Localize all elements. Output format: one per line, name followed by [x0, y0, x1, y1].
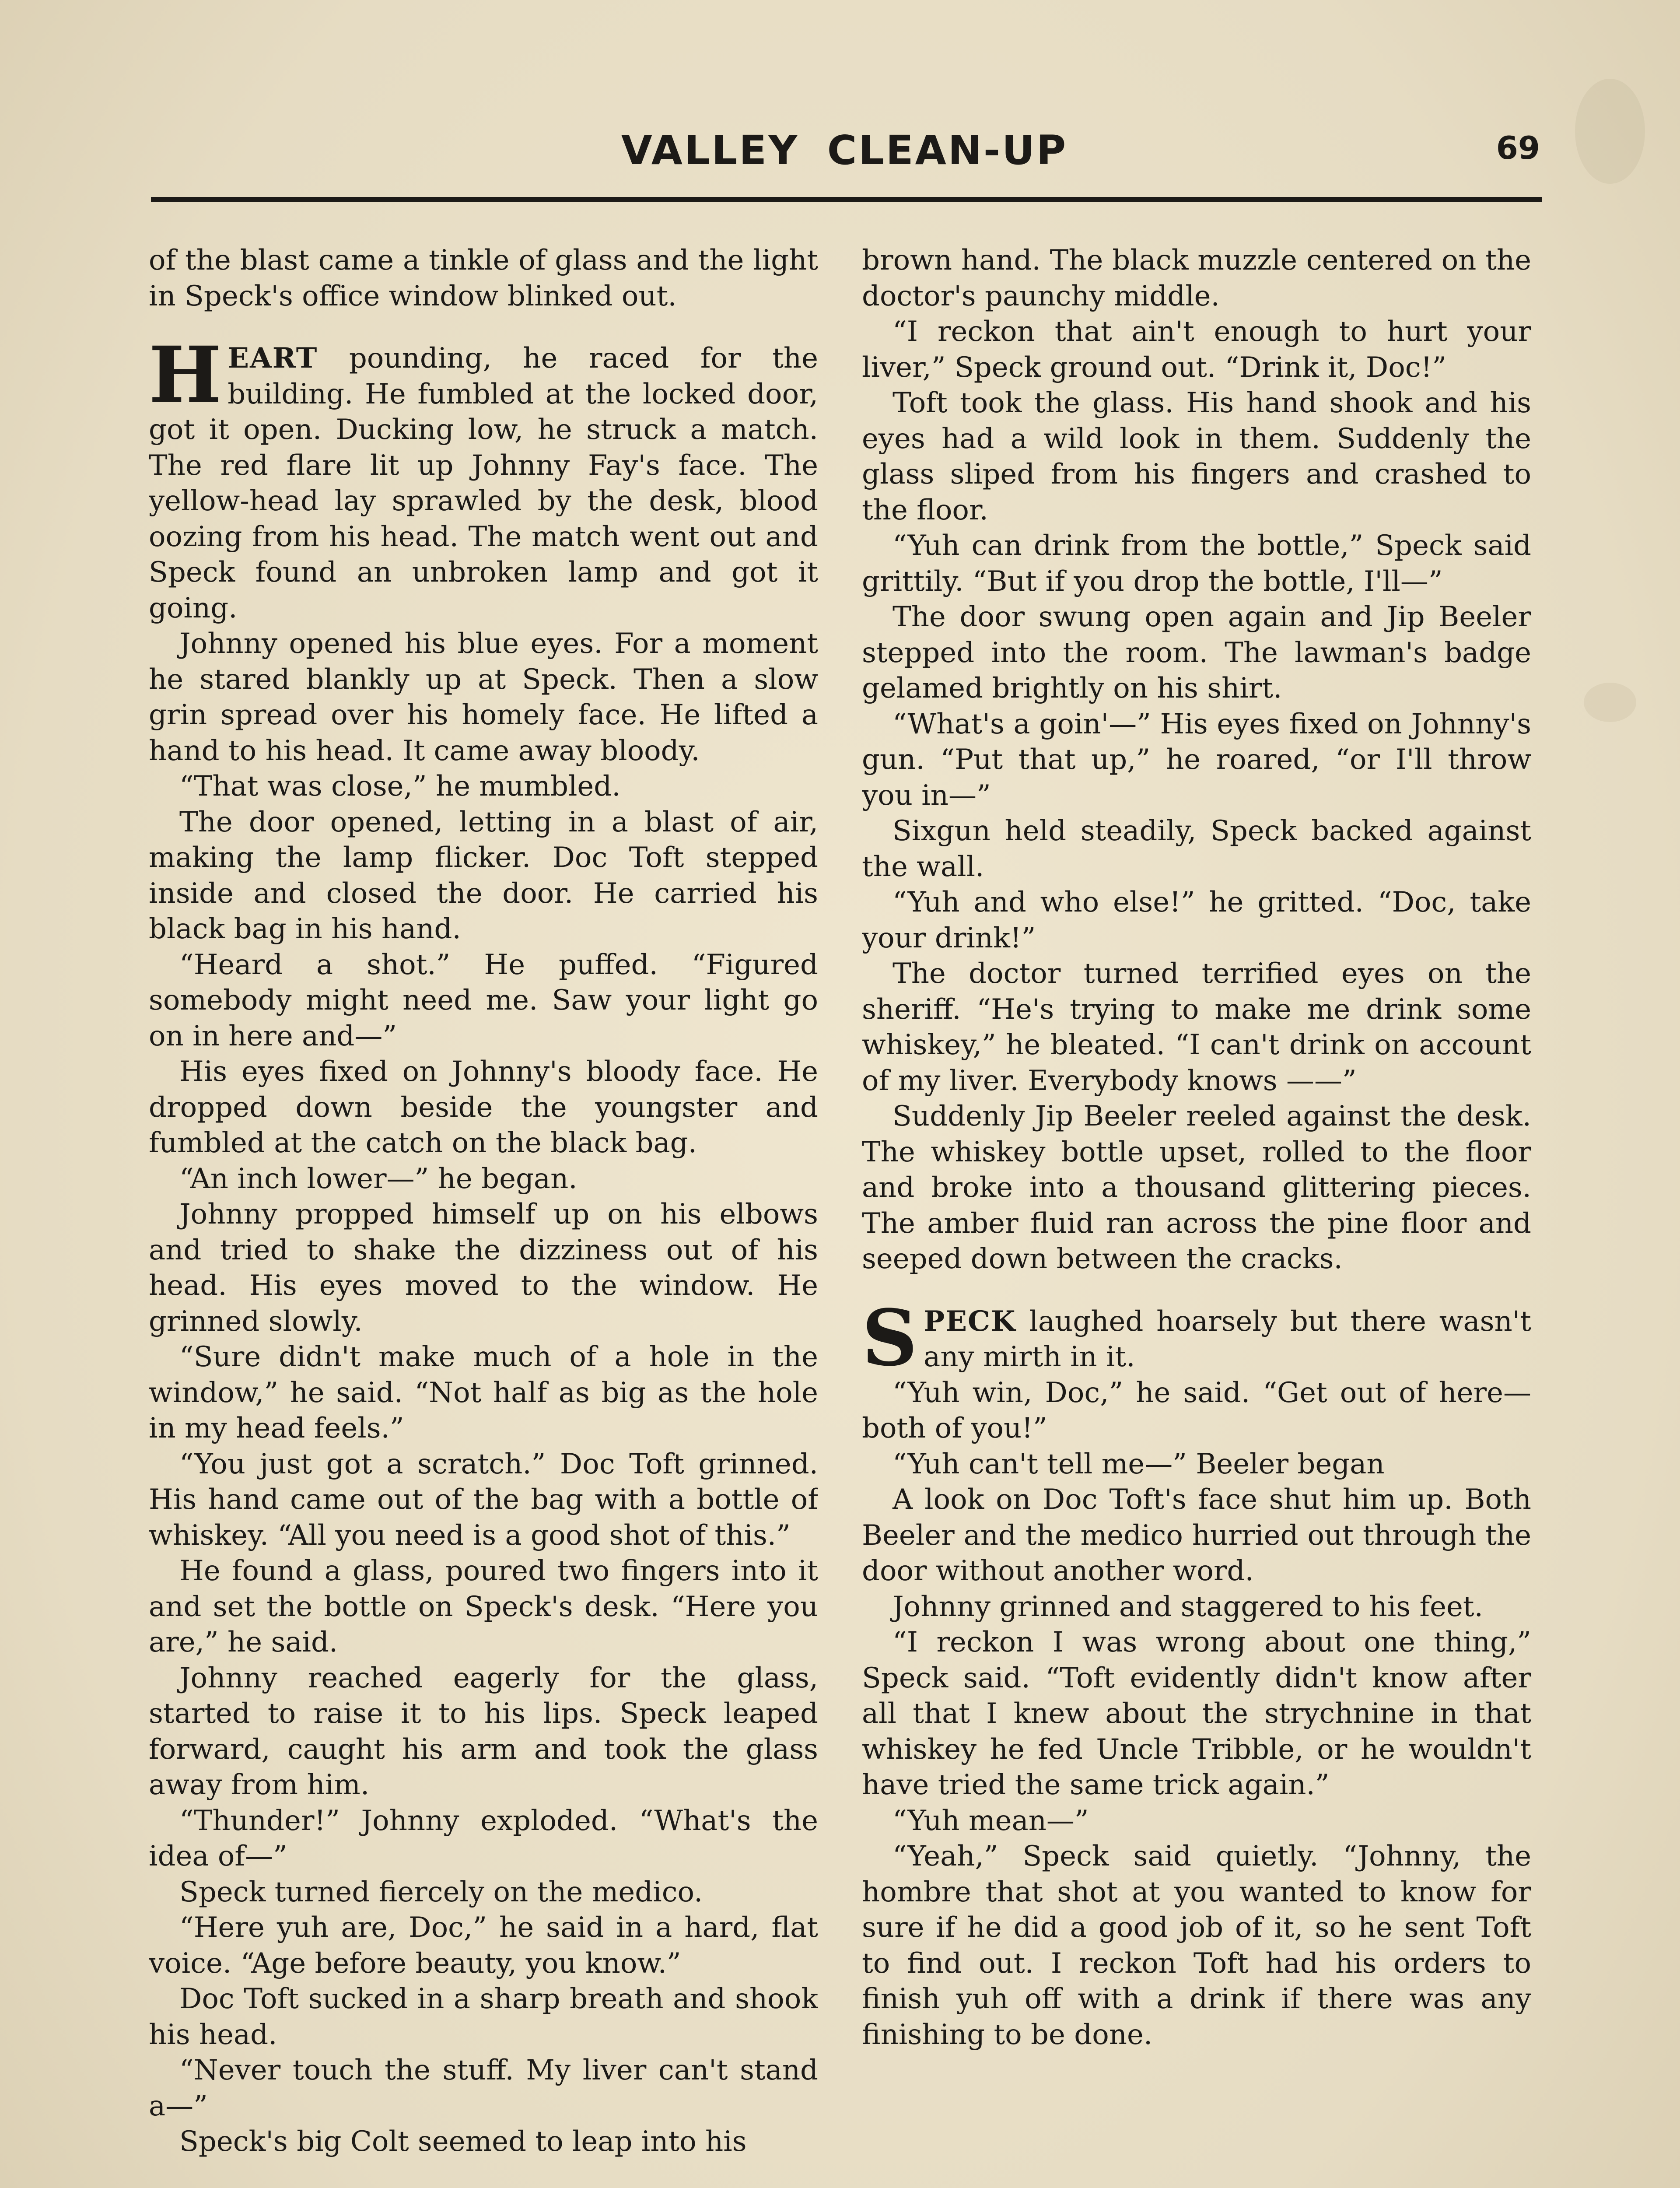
paragraph: He found a glass, poured two fingers into it and set the bottle on Speck's desk. “Here you are,” he said.: [149, 1555, 818, 1659]
paragraph: “Yuh can't tell me—” Beeler began: [892, 1448, 1385, 1480]
paragraph: of the blast came a tinkle of glass and the light in Speck's office window blinked out.: [149, 244, 818, 312]
right-column: [862, 243, 1531, 2188]
drop-cap: S: [862, 1292, 918, 1383]
paragraph: Suddenly Jip Beeler reeled against the desk. The whiskey bottle upset, rolled to the floor and broke into a thousand glittering pieces. The amber fluid ran across the pine floor and seeped down between the cracks.: [862, 1100, 1531, 1275]
paragraph: “Yeah,” Speck said quietly. “Johnny, the hombre that shot at you wanted to know for sure if he did a good job of it, so he sent Toft to find out. I reckon Toft had his orders to finish yuh off with a drink if there was any finishing to be done.: [862, 1840, 1531, 2051]
paragraph: “Thunder!” Johnny exploded. “What's the idea of—”: [149, 1804, 818, 1872]
paragraph: The door opened, letting in a blast of air, making the lamp flicker. Doc Toft stepped inside and closed the door. He carried his black bag in his hand.: [149, 806, 818, 945]
paragraph-dropcap: [862, 1292, 1531, 1383]
lead-in: PECK: [924, 1304, 1016, 1338]
lead-in: EART: [228, 342, 318, 375]
paragraph: “Sure didn't make much of a hole in the window,” he said. “Not half as big as the hole in my head feels.”: [149, 1341, 818, 1445]
running-title: VALLEY CLEAN-UP: [621, 127, 1068, 174]
paper-stain: [1575, 79, 1645, 184]
paragraph: “What's a goin'—” His eyes fixed on Johnny's gun. “Put that up,” he roared, “or I'll throw you in—”: [862, 708, 1531, 812]
page-header: [149, 127, 1540, 188]
header-rule: [151, 197, 1542, 202]
paper-stain: [1584, 683, 1636, 722]
paragraph: Johnny propped himself up on his elbows and tried to shake the dizziness out of his head. His eyes moved to the window. He grinned slowly.: [149, 1198, 818, 1338]
paragraph-text: pounding, he raced for the building. He fumbled at the locked door, got it open. Ducking low, he struck a match. The red flare lit up Johnny Fay's face. The yellow-head lay sprawled by the desk, blood oozing from his head. The match went out and Speck found an unbroken lamp and got it going.: [149, 342, 818, 624]
page-number: 69: [1496, 130, 1540, 166]
paragraph: The door swung open again and Jip Beeler stepped into the room. The lawman's badge gelamed brightly on his shirt.: [862, 601, 1531, 705]
paragraph: Toft took the glass. His hand shook and his eyes had a wild look in them. Suddenly the glass sliped from his fingers and crashed to the floor.: [862, 387, 1531, 526]
paragraph: “I reckon that ain't enough to hurt your liver,” Speck ground out. “Drink it, Doc!”: [862, 316, 1531, 384]
paragraph: Sixgun held steadily, Speck backed against the wall.: [862, 815, 1531, 883]
paragraph: A look on Doc Toft's face shut him up. Both Beeler and the medico hurried out through the door without another word.: [862, 1483, 1531, 1587]
paragraph-dropcap: [149, 330, 818, 626]
paragraph: Doc Toft sucked in a sharp breath and shook his head.: [149, 1983, 818, 2051]
paragraph: “Yuh and who else!” he gritted. “Doc, take your drink!”: [862, 886, 1531, 954]
left-column: [149, 243, 818, 2188]
paragraph: “Never touch the stuff. My liver can't stand a—”: [149, 2054, 818, 2122]
paragraph: brown hand. The black muzzle centered on the doctor's paunchy middle.: [862, 244, 1531, 312]
paragraph: The doctor turned terrified eyes on the sheriff. “He's trying to make me drink some whiskey,” he bleated. “I can't drink on account of my liver. Everybody knows ——”: [862, 957, 1531, 1097]
paragraph: “That was close,” he mumbled.: [179, 770, 621, 803]
paragraph: Speck turned fiercely on the medico.: [179, 1876, 703, 1908]
paragraph: His eyes fixed on Johnny's bloody face. He dropped down beside the youngster and fumbled at the catch on the black bag.: [149, 1055, 818, 1159]
paragraph: Johnny opened his blue eyes. For a moment he stared blankly up at Speck. Then a slow grin spread over his homely face. He lifted a hand to his head. It came away bloody.: [149, 628, 818, 767]
paragraph: Johnny reached eagerly for the glass, started to raise it to his lips. Speck leaped forward, caught his arm and took the glass away from him.: [149, 1662, 818, 1801]
paragraph: Speck's big Colt seemed to leap into his: [179, 2125, 747, 2158]
paragraph: “Yuh win, Doc,” he said. “Get out of here—both of you!”: [862, 1376, 1531, 1445]
paragraph: “Yuh can drink from the bottle,” Speck said grittily. “But if you drop the bottle, I'll—”: [862, 529, 1531, 598]
paragraph: Johnny grinned and staggered to his feet.: [892, 1590, 1483, 1623]
paragraph: “I reckon I was wrong about one thing,” Speck said. “Toft evidently didn't know after all that I knew about the strychnine in that whiskey he fed Uncle Tribble, or he wouldn't have tried the same trick again.”: [862, 1626, 1531, 1801]
paragraph: “Heard a shot.” He puffed. “Figured somebody might need me. Saw your light go on in here and—”: [149, 948, 818, 1052]
paragraph-text: laughed hoarsely but there wasn't any mirth in it.: [924, 1305, 1531, 1373]
paragraph: “You just got a scratch.” Doc Toft grinned. His hand came out of the bag with a bottle of whiskey. “All you need is a good shot of this.”: [149, 1448, 818, 1552]
drop-cap: H: [149, 330, 222, 420]
paragraph: “Here yuh are, Doc,” he said in a hard, flat voice. “Age before beauty, you know.”: [149, 1911, 818, 1980]
paragraph: “Yuh mean—”: [892, 1804, 1089, 1837]
paragraph: “An inch lower—” he began.: [179, 1162, 578, 1195]
